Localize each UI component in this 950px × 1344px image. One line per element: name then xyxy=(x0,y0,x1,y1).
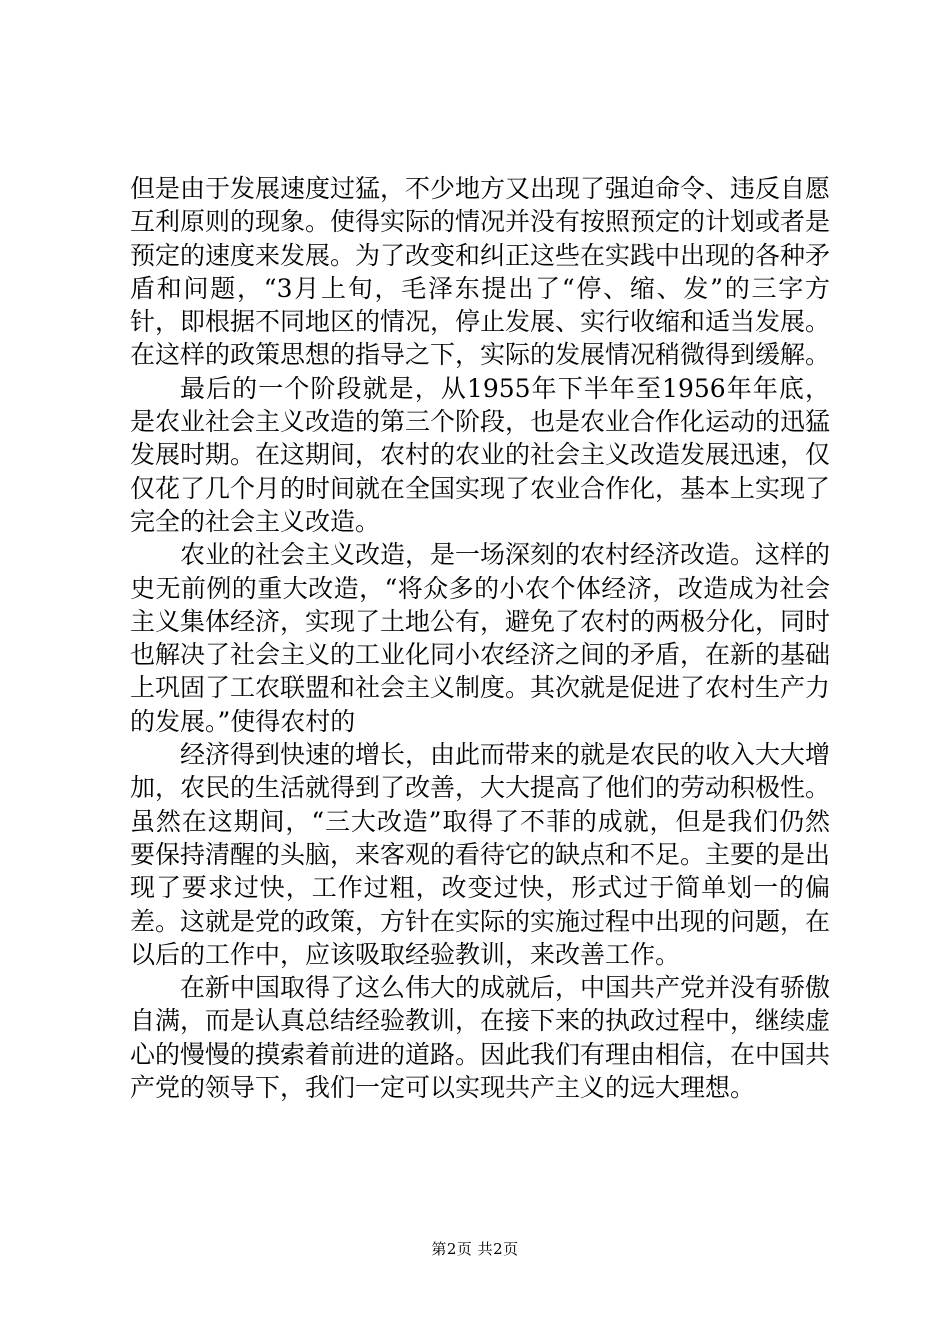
document-body xyxy=(130,172,830,1104)
paragraph-3: 农业的社会主义改造，是一场深刻的农村经济改造。这样的史无前例的重大改造，“将众多的小农个体经济，改造成为社会主义集体经济，实现了土地公有，避免了农村的两极分化，同时也解决了社会主义的工业化同小农经济之间的矛盾，在新的基础上巩固了工农联盟和社会主义制度。其次就是促进了农村生产力的发展。”使得农村的 xyxy=(130,540,831,736)
paragraph-4: 经济得到快速的增长，由此而带来的就是农民的收入大大增加，农民的生活就得到了改善，大大提高了他们的劳动积极性。虽然在这期间，“三大改造”取得了不菲的成就，但是我们仍然要保持清醒的头脑，来客观的看待它的缺点和不足。主要的是出现了要求过快，工作过粗，改变过快，形式过于简单划一的偏差。这就是党的政策，方针在实际的实施过程中出现的问题，在以后的工作中，应该吸取经验教训，来改善工作。 xyxy=(130,740,831,969)
paragraph-1: 但是由于发展速度过猛，不少地方又出现了强迫命令、违反自愿互利原则的现象。使得实际的情况并没有按照预定的计划或者是预定的速度来发展。为了改变和纠正这些在实践中出现的各种矛盾和问题，“3月上旬，毛泽东提出了“停、缩、发”的三字方针，即根据不同地区的情况，停止发展、实行收缩和适当发展。在这样的政策思想的指导之下，实际的发展情况稍微得到缓解。 xyxy=(130,174,831,370)
page-footer: 第2页 共2页 xyxy=(431,1240,519,1258)
paragraph-5: 在新中国取得了这么伟大的成就后，中国共产党并没有骄傲自满，而是认真总结经验教训，在接下来的执政过程中，继续虚心的慢慢的摸索着前进的道路。因此我们有理由相信，在中国共产党的领导下，我们一定可以实现共产主义的远大理想。 xyxy=(130,973,831,1103)
paragraph-2: 最后的一个阶段就是，从1955年下半年至1956年年底，是农业社会主义改造的第三个阶段，也是农业合作化运动的迅猛发展时期。在这期间，农村的农业的社会主义改造发展迅速，仅仅花了几个月的时间就在全国实现了农业合作化，基本上实现了完全的社会主义改造。 xyxy=(130,373,831,536)
